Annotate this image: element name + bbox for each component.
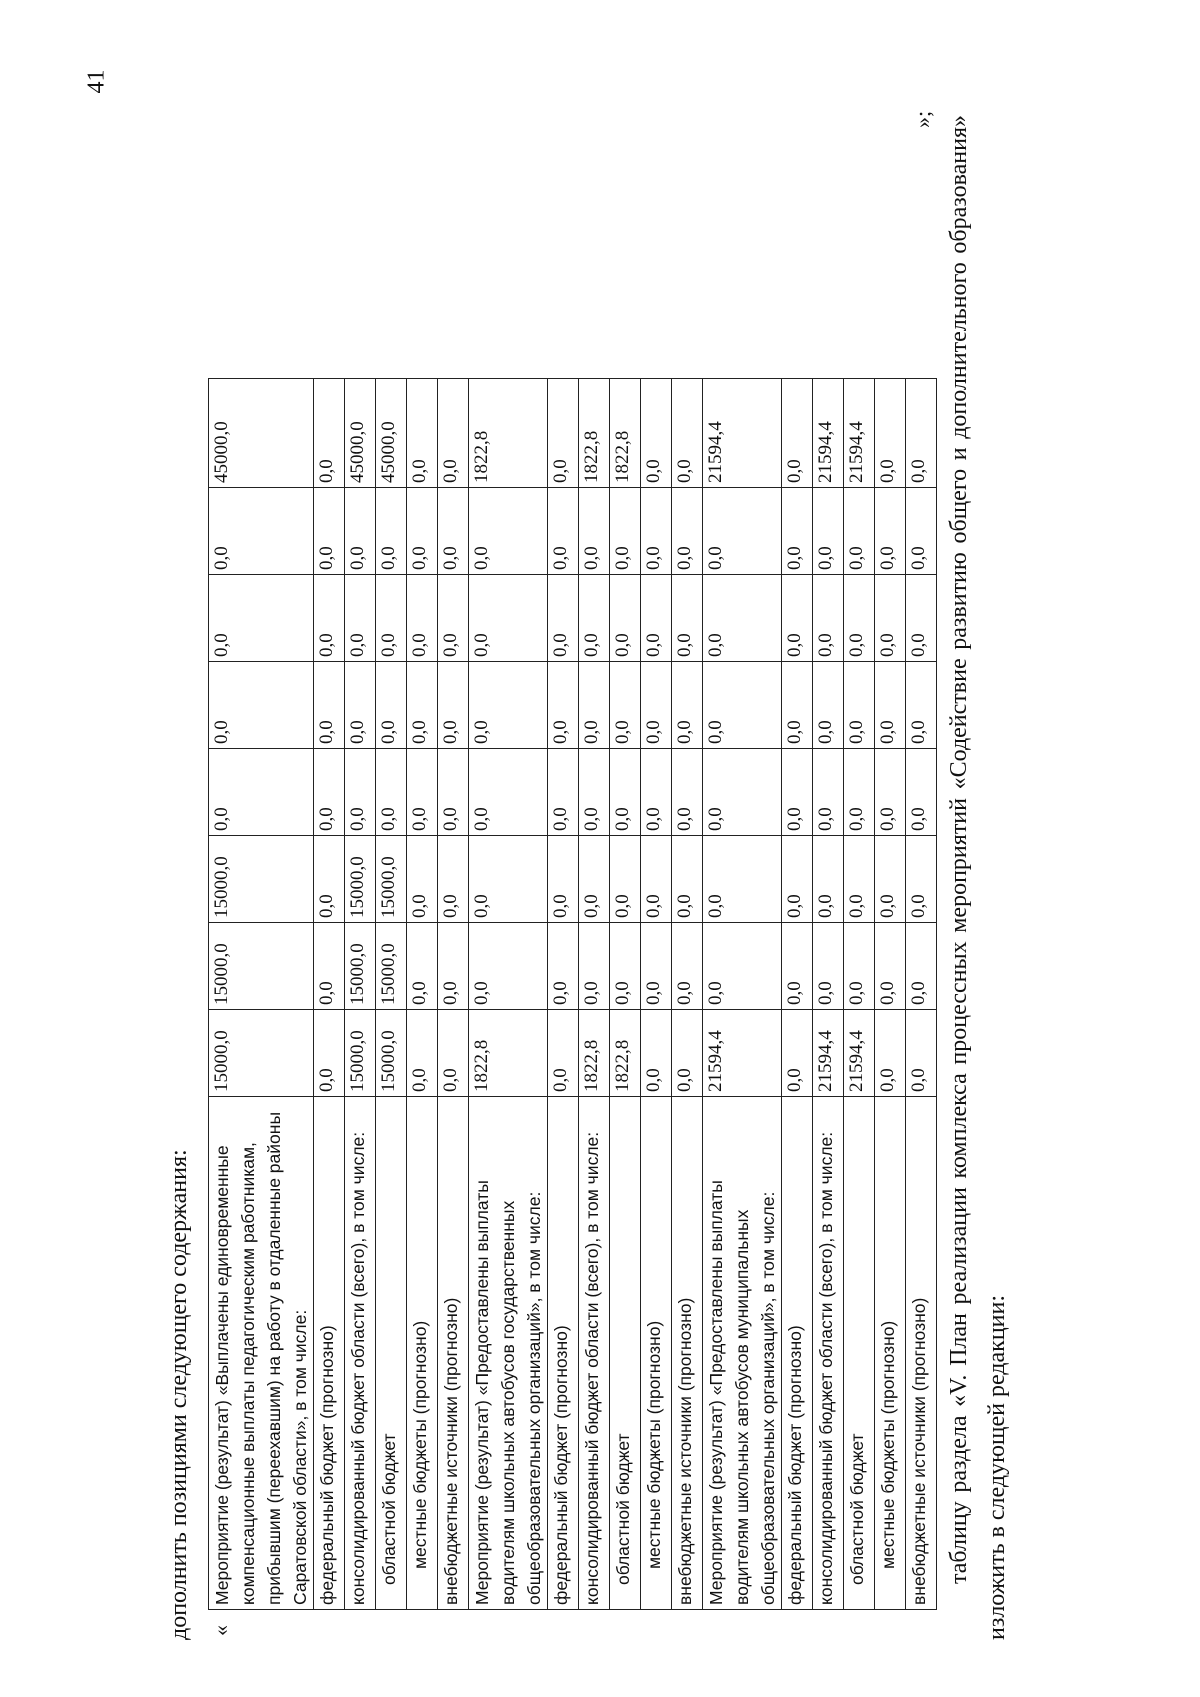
row-total-cell: 0,0 [548, 379, 579, 488]
row-value-cell: 15000,0 [345, 923, 376, 1010]
table-row [782, 379, 813, 1610]
row-value-cell: 1822,8 [610, 1010, 641, 1097]
row-label: консолидированный бюджет области (всего), в том числе: [813, 1097, 844, 1610]
row-total-cell: 45000,0 [345, 379, 376, 488]
row-label: внебюджетные источники (прогнозно) [906, 1097, 937, 1610]
row-value-cell: 0,0 [844, 749, 875, 836]
row-value-cell: 0,0 [407, 575, 438, 662]
row-value-cell: 0,0 [875, 1010, 906, 1097]
row-value-cell: 0,0 [548, 488, 579, 575]
table-row [875, 379, 906, 1610]
row-value-cell: 0,0 [438, 836, 469, 923]
row-value-cell: 0,0 [469, 662, 548, 749]
row-value-cell: 0,0 [906, 575, 937, 662]
row-value-cell: 0,0 [906, 749, 937, 836]
row-label: Мероприятие (результат) «Выплачены единовременные компенсационные выплаты педагогическим работникам, прибывшим (переехавшим) на работу в отдаленные районы Саратовской области», в том числе: [209, 1097, 314, 1610]
row-value-cell: 0,0 [906, 923, 937, 1010]
row-value-cell: 0,0 [209, 575, 314, 662]
row-label: федеральный бюджет (прогнозно) [782, 1097, 813, 1610]
table-row [438, 379, 469, 1610]
row-value-cell: 0,0 [672, 836, 703, 923]
row-label: местные бюджеты (прогнозно) [875, 1097, 906, 1610]
row-value-cell: 0,0 [813, 488, 844, 575]
row-value-cell: 0,0 [672, 1010, 703, 1097]
row-label: внебюджетные источники (прогнозно) [438, 1097, 469, 1610]
row-value-cell: 0,0 [906, 836, 937, 923]
row-value-cell: 0,0 [703, 749, 782, 836]
row-value-cell: 0,0 [314, 575, 345, 662]
row-value-cell: 0,0 [548, 1010, 579, 1097]
row-value-cell: 0,0 [844, 662, 875, 749]
row-label: Мероприятие (результат) «Предоставлены выплаты водителям школьных автобусов муниципальных общеобразовательных организаций», в том числе: [703, 1097, 782, 1610]
row-value-cell: 0,0 [407, 749, 438, 836]
row-value-cell: 0,0 [438, 488, 469, 575]
row-value-cell: 0,0 [314, 1010, 345, 1097]
table-row [469, 379, 548, 1610]
row-label: местные бюджеты (прогнозно) [641, 1097, 672, 1610]
row-label: федеральный бюджет (прогнозно) [314, 1097, 345, 1610]
row-value-cell: 0,0 [438, 749, 469, 836]
row-value-cell: 0,0 [209, 662, 314, 749]
row-value-cell: 0,0 [209, 749, 314, 836]
row-value-cell: 0,0 [782, 1010, 813, 1097]
row-value-cell: 0,0 [314, 749, 345, 836]
row-value-cell: 0,0 [314, 836, 345, 923]
row-value-cell: 21594,4 [813, 1010, 844, 1097]
row-value-cell: 0,0 [579, 923, 610, 1010]
row-value-cell: 0,0 [610, 923, 641, 1010]
row-value-cell: 0,0 [641, 1010, 672, 1097]
row-value-cell: 0,0 [209, 488, 314, 575]
row-value-cell: 0,0 [844, 488, 875, 575]
row-value-cell: 0,0 [813, 575, 844, 662]
row-value-cell: 0,0 [782, 836, 813, 923]
row-total-cell: 0,0 [438, 379, 469, 488]
row-value-cell: 0,0 [875, 488, 906, 575]
row-value-cell: 0,0 [345, 662, 376, 749]
row-value-cell: 0,0 [407, 1010, 438, 1097]
table-row [407, 379, 438, 1610]
table-row [672, 379, 703, 1610]
row-value-cell: 0,0 [376, 575, 407, 662]
table-row [345, 379, 376, 1610]
row-value-cell: 0,0 [579, 662, 610, 749]
row-total-cell: 45000,0 [376, 379, 407, 488]
row-value-cell: 0,0 [548, 662, 579, 749]
row-value-cell: 0,0 [906, 662, 937, 749]
row-label: консолидированный бюджет области (всего), в том числе: [579, 1097, 610, 1610]
table-row [314, 379, 345, 1610]
row-value-cell: 0,0 [844, 836, 875, 923]
row-label: местные бюджеты (прогнозно) [407, 1097, 438, 1610]
row-value-cell: 15000,0 [345, 1010, 376, 1097]
opening-quote: « [208, 1625, 233, 1636]
row-label: областной бюджет [610, 1097, 641, 1610]
row-total-cell: 45000,0 [209, 379, 314, 488]
row-value-cell: 0,0 [875, 662, 906, 749]
row-value-cell: 15000,0 [376, 923, 407, 1010]
row-value-cell: 15000,0 [209, 1010, 314, 1097]
row-value-cell: 0,0 [610, 575, 641, 662]
table-row [610, 379, 641, 1610]
row-value-cell: 1822,8 [579, 1010, 610, 1097]
row-label: федеральный бюджет (прогнозно) [548, 1097, 579, 1610]
table-row [548, 379, 579, 1610]
row-value-cell: 0,0 [469, 749, 548, 836]
row-value-cell: 0,0 [672, 488, 703, 575]
budget-table [208, 378, 937, 1610]
row-value-cell: 0,0 [906, 488, 937, 575]
row-value-cell: 0,0 [314, 488, 345, 575]
row-value-cell: 0,0 [407, 488, 438, 575]
row-value-cell: 0,0 [875, 923, 906, 1010]
row-value-cell: 0,0 [579, 836, 610, 923]
row-value-cell: 0,0 [376, 662, 407, 749]
row-total-cell: 0,0 [672, 379, 703, 488]
row-label: консолидированный бюджет области (всего), в том числе: [345, 1097, 376, 1610]
row-value-cell: 0,0 [345, 488, 376, 575]
row-value-cell: 0,0 [314, 662, 345, 749]
row-value-cell: 0,0 [641, 575, 672, 662]
row-value-cell: 0,0 [813, 662, 844, 749]
row-total-cell: 0,0 [906, 379, 937, 488]
row-total-cell: 1822,8 [610, 379, 641, 488]
row-value-cell: 0,0 [782, 749, 813, 836]
row-value-cell: 0,0 [579, 749, 610, 836]
row-value-cell: 0,0 [703, 575, 782, 662]
budget-table-body [209, 379, 937, 1610]
row-total-cell: 21594,4 [813, 379, 844, 488]
page-number: 41 [83, 69, 110, 94]
row-value-cell: 0,0 [641, 923, 672, 1010]
row-value-cell: 0,0 [548, 923, 579, 1010]
table-row [906, 379, 937, 1610]
row-value-cell: 0,0 [438, 662, 469, 749]
table-row [579, 379, 610, 1610]
row-value-cell: 0,0 [469, 575, 548, 662]
row-total-cell: 21594,4 [844, 379, 875, 488]
row-label: областной бюджет [844, 1097, 875, 1610]
row-value-cell: 0,0 [548, 749, 579, 836]
row-total-cell: 1822,8 [579, 379, 610, 488]
row-value-cell: 0,0 [438, 923, 469, 1010]
outro-text: таблицу раздела «V. План реализации комплекса процессных мероприятий «Содействие развитию общего и дополнительного образования» изложить в следующей редакции: [946, 115, 1010, 1640]
row-value-cell: 0,0 [875, 836, 906, 923]
row-value-cell: 0,0 [672, 923, 703, 1010]
row-value-cell: 0,0 [641, 488, 672, 575]
row-value-cell: 0,0 [641, 662, 672, 749]
row-value-cell: 0,0 [610, 836, 641, 923]
row-value-cell: 0,0 [469, 923, 548, 1010]
row-value-cell: 0,0 [703, 923, 782, 1010]
row-value-cell: 0,0 [579, 488, 610, 575]
row-value-cell: 0,0 [610, 749, 641, 836]
row-value-cell: 0,0 [782, 662, 813, 749]
row-value-cell: 0,0 [813, 836, 844, 923]
table-row [844, 379, 875, 1610]
intro-text: дополнить позициями следующего содержания: [166, 1149, 192, 1640]
row-value-cell: 0,0 [345, 575, 376, 662]
row-value-cell: 0,0 [844, 923, 875, 1010]
row-value-cell: 0,0 [703, 488, 782, 575]
row-value-cell: 21594,4 [703, 1010, 782, 1097]
table-row [813, 379, 844, 1610]
row-value-cell: 0,0 [345, 749, 376, 836]
row-total-cell: 0,0 [875, 379, 906, 488]
row-value-cell: 0,0 [672, 749, 703, 836]
row-value-cell: 0,0 [844, 575, 875, 662]
row-label: областной бюджет [376, 1097, 407, 1610]
row-value-cell: 0,0 [407, 923, 438, 1010]
row-value-cell: 0,0 [703, 662, 782, 749]
table-row [641, 379, 672, 1610]
row-value-cell: 1822,8 [469, 1010, 548, 1097]
row-total-cell: 0,0 [407, 379, 438, 488]
row-value-cell: 15000,0 [209, 836, 314, 923]
row-value-cell: 0,0 [782, 488, 813, 575]
row-value-cell: 0,0 [376, 488, 407, 575]
row-label: Мероприятие (результат) «Предоставлены выплаты водителям школьных автобусов государственных общеобразовательных организаций», в том числе: [469, 1097, 548, 1610]
row-label: внебюджетные источники (прогнозно) [672, 1097, 703, 1610]
table-row [376, 379, 407, 1610]
row-value-cell: 21594,4 [844, 1010, 875, 1097]
table-row [703, 379, 782, 1610]
row-value-cell: 0,0 [314, 923, 345, 1010]
row-value-cell: 0,0 [469, 488, 548, 575]
row-total-cell: 0,0 [782, 379, 813, 488]
row-value-cell: 0,0 [469, 836, 548, 923]
row-value-cell: 0,0 [548, 836, 579, 923]
row-value-cell: 15000,0 [345, 836, 376, 923]
row-total-cell: 21594,4 [703, 379, 782, 488]
row-value-cell: 0,0 [438, 575, 469, 662]
row-total-cell: 0,0 [641, 379, 672, 488]
row-value-cell: 0,0 [579, 575, 610, 662]
row-value-cell: 0,0 [610, 662, 641, 749]
row-value-cell: 0,0 [438, 1010, 469, 1097]
row-value-cell: 0,0 [672, 575, 703, 662]
row-value-cell: 0,0 [641, 836, 672, 923]
row-value-cell: 0,0 [407, 836, 438, 923]
row-value-cell: 0,0 [548, 575, 579, 662]
table-row [209, 379, 314, 1610]
row-value-cell: 0,0 [782, 575, 813, 662]
row-value-cell: 0,0 [376, 749, 407, 836]
row-value-cell: 15000,0 [376, 1010, 407, 1097]
row-value-cell: 0,0 [610, 488, 641, 575]
row-value-cell: 0,0 [782, 923, 813, 1010]
row-total-cell: 0,0 [314, 379, 345, 488]
row-total-cell: 1822,8 [469, 379, 548, 488]
row-value-cell: 0,0 [407, 662, 438, 749]
row-value-cell: 0,0 [703, 836, 782, 923]
row-value-cell: 0,0 [875, 575, 906, 662]
outro-paragraph [940, 115, 1016, 1640]
row-value-cell: 0,0 [875, 749, 906, 836]
row-value-cell: 0,0 [641, 749, 672, 836]
closing-quote: »; [910, 110, 935, 128]
row-value-cell: 15000,0 [209, 923, 314, 1010]
row-value-cell: 0,0 [813, 749, 844, 836]
row-value-cell: 15000,0 [376, 836, 407, 923]
row-value-cell: 0,0 [813, 923, 844, 1010]
rotated-content [150, 80, 1050, 1640]
row-value-cell: 0,0 [672, 662, 703, 749]
row-value-cell: 0,0 [906, 1010, 937, 1097]
